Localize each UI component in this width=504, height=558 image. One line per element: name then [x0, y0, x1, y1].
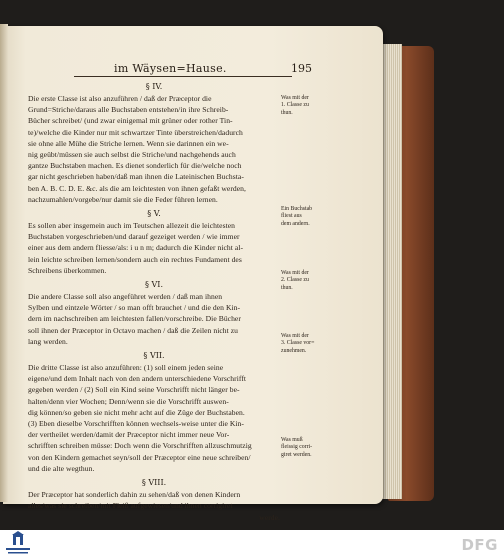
- margin-note-line: fleissig corri-: [281, 444, 313, 451]
- margin-note-line: Was mit der: [281, 95, 309, 101]
- text-line: werde.: [259, 512, 280, 522]
- text-line: gantze Buchstaben machen. Es dienet sonderlich für die/welche noch: [28, 161, 242, 171]
- margin-note-line: 3. Classe vor=: [281, 340, 315, 347]
- text-line: Die erste Classe ist also anzuführen / daß der Præceptor die: [28, 94, 212, 103]
- text-line: Schreibens überkommen.: [28, 265, 107, 275]
- page-body: [28, 82, 280, 523]
- text-line: (3) Eben dieselbe Vorschrifften können wechsels-weise unter die Kin-: [28, 419, 244, 429]
- margin-note-line: 2. Classe zu: [281, 277, 309, 284]
- text-line: Bücher schreibet/ (und zwar einigemal mit grüner oder rother Tin-: [28, 116, 233, 126]
- text-line: alles/was sie schreiben/mit Fleiß aufgewiesen/und ihnen corrigiret: [28, 501, 233, 511]
- section-title: § IV.: [145, 82, 163, 91]
- section-title: § V.: [147, 209, 161, 219]
- margin-note-line: Ein Buchstab: [281, 206, 313, 212]
- franckesche-stiftungen-logo: [4, 531, 32, 557]
- text-line: Es sollen aber insgemein auch im Teutschen allezeit die leichtesten: [28, 221, 236, 231]
- margin-note-line: Was mit der: [281, 270, 309, 276]
- margin-note-line: Was muß: [281, 437, 303, 443]
- text-line: Sylben und eintzele Wörter / so man offt brauchet / und die den Kin-: [28, 303, 241, 313]
- margin-note-line: zunehmen.: [281, 347, 307, 354]
- page-header: [34, 62, 312, 76]
- section-8: [28, 478, 280, 523]
- text-line: Der Præceptor hat sonderlich dahin zu sehen/daß von denen Kindern: [28, 490, 241, 500]
- margin-note-line: 1. Classe zu: [281, 102, 309, 109]
- text-line: Buchstaben vorgeschrieben/und darauf gezeiget werden / wie immer: [28, 232, 240, 242]
- margin-note-line: Was mit der: [281, 333, 309, 339]
- text-line: gegeben werden / (2) Soll ein Kind seine Vorschrifft nicht länger be-: [28, 385, 240, 395]
- text-line: ben A. B. C. D. E. &c. als die am leichtesten von ihnen gefaßt werden,: [28, 183, 246, 193]
- text-line: von den Kindern gemachet seyn/soll der Præceptor eine neue schreiben/: [28, 452, 251, 462]
- dfg-logo: DFG: [461, 536, 498, 554]
- margin-note-line: dem andern.: [281, 220, 310, 227]
- page-number: 195: [291, 62, 312, 75]
- text-line: dig können/so geben sie nicht mehr acht auf die Züge der Buchstaben.: [28, 407, 245, 417]
- margin-note-line: thun.: [281, 284, 293, 291]
- text-line: gar nicht geschrieben haben/daß man ihnen die Lateinischen Buchsta-: [28, 172, 244, 182]
- margin-note-line: fliest aus: [281, 213, 302, 220]
- margin-note: [281, 437, 331, 459]
- margin-note: [281, 206, 331, 228]
- section-5: [28, 209, 280, 276]
- margin-note: [281, 95, 331, 117]
- text-line: sie ohne alle Mühe die Striche lernen. Wenn sie darinnen ein we-: [28, 138, 229, 148]
- text-line: und die alte wegthun.: [28, 463, 95, 473]
- section-title: § VIII.: [141, 478, 167, 488]
- text-line: halten/denn vier Wochen; Denn/wenn sie die Vorschrifft auswen-: [28, 396, 229, 406]
- text-line: lang werden.: [28, 336, 68, 346]
- text-line: lein leichte schreiben lernen/sondern auch ein rechtes Fundament des: [28, 254, 242, 264]
- text-line: Die andere Classe soll also angeführet werden / daß man ihnen: [28, 292, 223, 302]
- text-line: schrifften schreiben müsse: Doch wenn die Vorschrifften allzuschmutzig: [28, 441, 252, 451]
- text-line: dern im nachschreiben am leichtesten fallen/vorschreibe. Die Bücher: [28, 314, 241, 324]
- section-6: [28, 280, 280, 347]
- section-7: [28, 351, 280, 474]
- section-4: [28, 82, 280, 205]
- section-title: § VII.: [143, 351, 165, 361]
- text-line: Grund=Striche/daraus alle Buchstaben entstehen/in ihre Schreib-: [28, 105, 229, 115]
- text-line: soll ihnen der Præceptor in Octavo machen / daß die Zeilen nicht zu: [28, 325, 239, 335]
- text-line: nachzumahlen/vorgebe/nur damit sie die Feder führen lernen.: [28, 194, 218, 204]
- margin-note: [281, 333, 331, 355]
- margin-note: [281, 270, 331, 292]
- text-line: der vertheilet werden/damit der Præceptor nicht immer neue Vor-: [28, 430, 230, 440]
- text-line: nig geübt/müssen sie auch selbst die Striche/und nachgehends auch: [28, 150, 236, 160]
- text-line: eigene/und dem Inhalt nach von den andern unterschiedene Vorschrifft: [28, 374, 247, 384]
- footer-bar: [0, 530, 504, 558]
- margin-note-line: giret werden.: [281, 451, 312, 458]
- section-title: § VI.: [144, 280, 164, 290]
- header-rule: [74, 76, 292, 77]
- text-line: te)/welche die Kinder nur mit schwartzer Tinte überstreichen/dadurch: [28, 127, 243, 137]
- running-head: im Wäysen=Hause.: [114, 62, 227, 75]
- page-gutter: [0, 24, 8, 502]
- margin-note-line: thun.: [281, 109, 293, 116]
- text-line: Die dritte Classe ist also anzuführen: (1) soll einem jeden seine: [28, 363, 224, 373]
- text-line: einer aus dem andern fliesse/als: i u n m; dadurch die Kinder nicht al-: [28, 243, 244, 253]
